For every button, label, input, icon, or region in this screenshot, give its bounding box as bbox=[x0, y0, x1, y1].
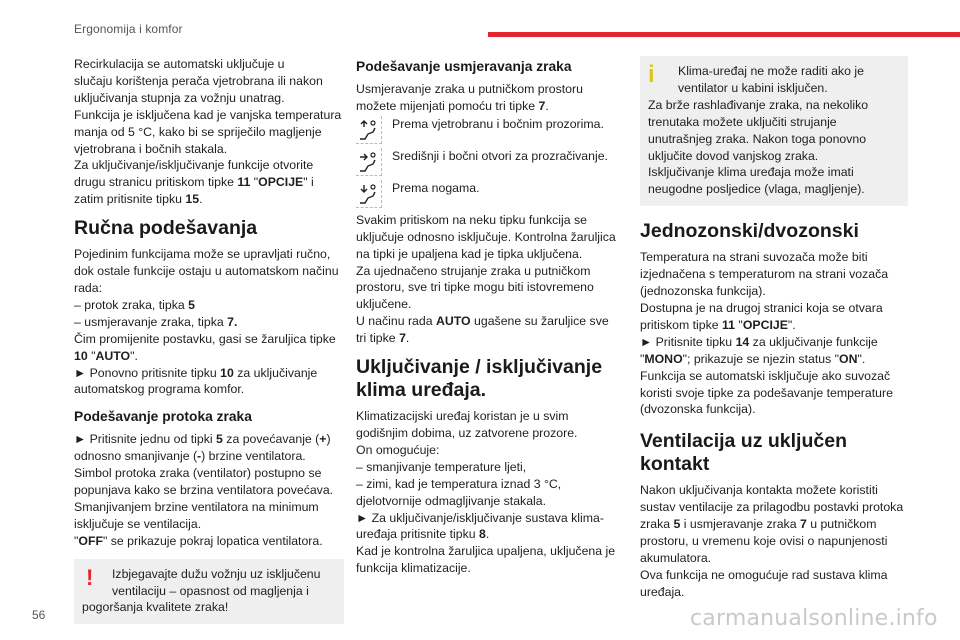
windscreen-airflow-icon bbox=[356, 116, 382, 144]
watermark-text: carmanualsonline.info bbox=[690, 606, 938, 631]
warning-box bbox=[74, 559, 344, 625]
page-header-title: Ergonomija i komfor bbox=[74, 22, 183, 36]
heading-manual-settings: Ručna podešavanja bbox=[74, 217, 258, 240]
info-line-4: trenutaka možete uključiti strujanje bbox=[648, 114, 837, 129]
direction-option-center bbox=[356, 148, 624, 176]
paragraph-ac: Klimatizacijski uređaj koristan je u svim godišnjim dobima, uz zatvorene prozore. On omogućuje: – smanjivanje temperature ljeti, – zimi, kad je temperatura iznad 3 °C, djelotvornije odmagljivanje stakala. ► Za uključivanje/isključivanje sustava klima- uređaja pritisnite tipku 8. Kad je kontrolna žaruljica upaljena, uključena je funkcija klimatizacije. bbox=[356, 409, 616, 576]
warning-exclamation-icon: ! bbox=[86, 564, 94, 590]
paragraph-recirculation: Recirkulacija se automatski uključuje u slučaju korištenja perača vjetrobrana ili nakon uključivanja stupnja za vožnju unatrag. Funkcija je isključena kad je vanjska temperatura manja od 5 °C, kako bi se spriječilo magljenje vjetrobrana i bočnih stakala. Za uključivanje/isključivanje funkcije otvorite drugu stranicu pritiskom tipke 11 "OPCIJE" i zatim pritisnite tipku 15. bbox=[74, 57, 342, 207]
heading-ventilation-ignition: Ventilacija uz uključen kontakt bbox=[640, 430, 847, 476]
direction-option-feet bbox=[356, 180, 624, 208]
direction-label-feet: Prema nogama. bbox=[392, 180, 480, 195]
info-box bbox=[640, 56, 908, 206]
direction-option-windscreen bbox=[356, 116, 624, 144]
info-line-1: Klima-uređaj ne može raditi ako je bbox=[678, 64, 864, 78]
paragraph-airflow: ► Pritisnite jednu od tipki 5 za povećavanje (+) odnosno smanjivanje (-) brzine ventilatora. Simbol protoka zraka (ventilator) postupno se popunjava kako se brzina ventilatora povećava. Smanjivanjem brzine ventilatora na minimum isključuje se ventilacija. "OFF" se prikazuje pokraj lopatica ventilatora. bbox=[74, 432, 334, 548]
paragraph-direction: Usmjeravanje zraka u putničkom prostoru možete mijenjati pomoću tri tipke 7. bbox=[356, 82, 583, 113]
info-line-7: Isključivanje klima uređaja može imati bbox=[648, 165, 854, 180]
heading-single-dual-zone: Jednozonski/dvozonski bbox=[640, 220, 859, 243]
header-accent-bar bbox=[488, 32, 960, 37]
warning-line-3: pogoršanja kvalitete zraka! bbox=[82, 600, 229, 615]
center-vents-airflow-icon bbox=[356, 148, 382, 176]
column-2 bbox=[356, 56, 624, 577]
paragraph-direction-press: Svakim pritiskom na neku tipku funkcija se uključuje odnosno isključuje. Kontrolna žaruljica na tipki je upaljena kad je tipka uključena. Za ujednačeno strujanje zraka u putničkom prostoru, sve tri tipke mogu biti istovremeno uključene. U načinu rada AUTO ugašene su žaruljice sve tri tipke 7. bbox=[356, 212, 616, 346]
direction-label-center: Središnji i bočni otvori za prozračivanje. bbox=[392, 148, 608, 163]
info-line-8: neugodne posljedice (vlaga, magljenje). bbox=[648, 182, 865, 197]
info-line-2: ventilator u kabini isključen. bbox=[678, 80, 828, 95]
paragraph-ventilation: Nakon uključivanja kontakta možete koristiti sustav ventilacije za prilagodbu postavki protoka zraka 5 i usmjeravanje zraka 7 u putničkom prostoru, u vremenu koje ovisi o napunjenosti akumulatora. Ova funkcija ne omogućuje rad sustava klima uređaja. bbox=[640, 483, 904, 599]
paragraph-zone: Temperatura na strani suvozača može biti izjednačena s temperaturom na strani vozača (jednozonska funkcija). Dostupna je na drugoj stranici koja se otvara pritiskom tipke 11 "OPCIJE". ► Pritisnite tipku 14 za uključivanje funkcije "MONO"; prikazuje se njezin status "ON". Funkcija se automatski isključuje ako suvozač koristi svoje tipke za podešavanje temperature (dvozonska funkcija). bbox=[640, 250, 893, 417]
heading-air-direction: Podešavanje usmjeravanja zraka bbox=[356, 59, 572, 74]
info-line-3: Za brže rashlađivanje zraka, na nekoliko bbox=[648, 97, 869, 112]
column-3 bbox=[640, 56, 908, 601]
page-number: 56 bbox=[32, 608, 46, 622]
warning-line-1: Izbjegavajte dužu vožnju uz isključenu bbox=[112, 566, 321, 581]
warning-line-2: ventilaciju – opasnost od magljenja i bbox=[112, 583, 309, 598]
column-1 bbox=[74, 56, 344, 624]
info-line-6: uključite dovod vanjskog zraka. bbox=[648, 148, 819, 163]
info-line-5: unutrašnjeg zraka. Nakon toga ponovno bbox=[648, 131, 867, 146]
feet-airflow-icon bbox=[356, 180, 382, 208]
heading-ac-onoff: Uključivanje / isključivanje klima uređaja. bbox=[356, 356, 603, 402]
direction-label-windscreen: Prema vjetrobranu i bočnim prozorima. bbox=[392, 116, 604, 131]
info-icon: i bbox=[648, 61, 655, 88]
heading-airflow: Podešavanje protoka zraka bbox=[74, 409, 252, 425]
paragraph-manual: Pojedinim funkcijama može se upravljati ručno, dok ostale funkcije ostaju u automatskom načinu rada: – protok zraka, tipka 5 – usmjeravanje zraka, tipka 7. Čim promijenite postavku, gasi se žaruljica tipke 10 "AUTO". ► Ponovno pritisnite tipku 10 za uključivanje automatskog programa komfor. bbox=[74, 247, 339, 397]
